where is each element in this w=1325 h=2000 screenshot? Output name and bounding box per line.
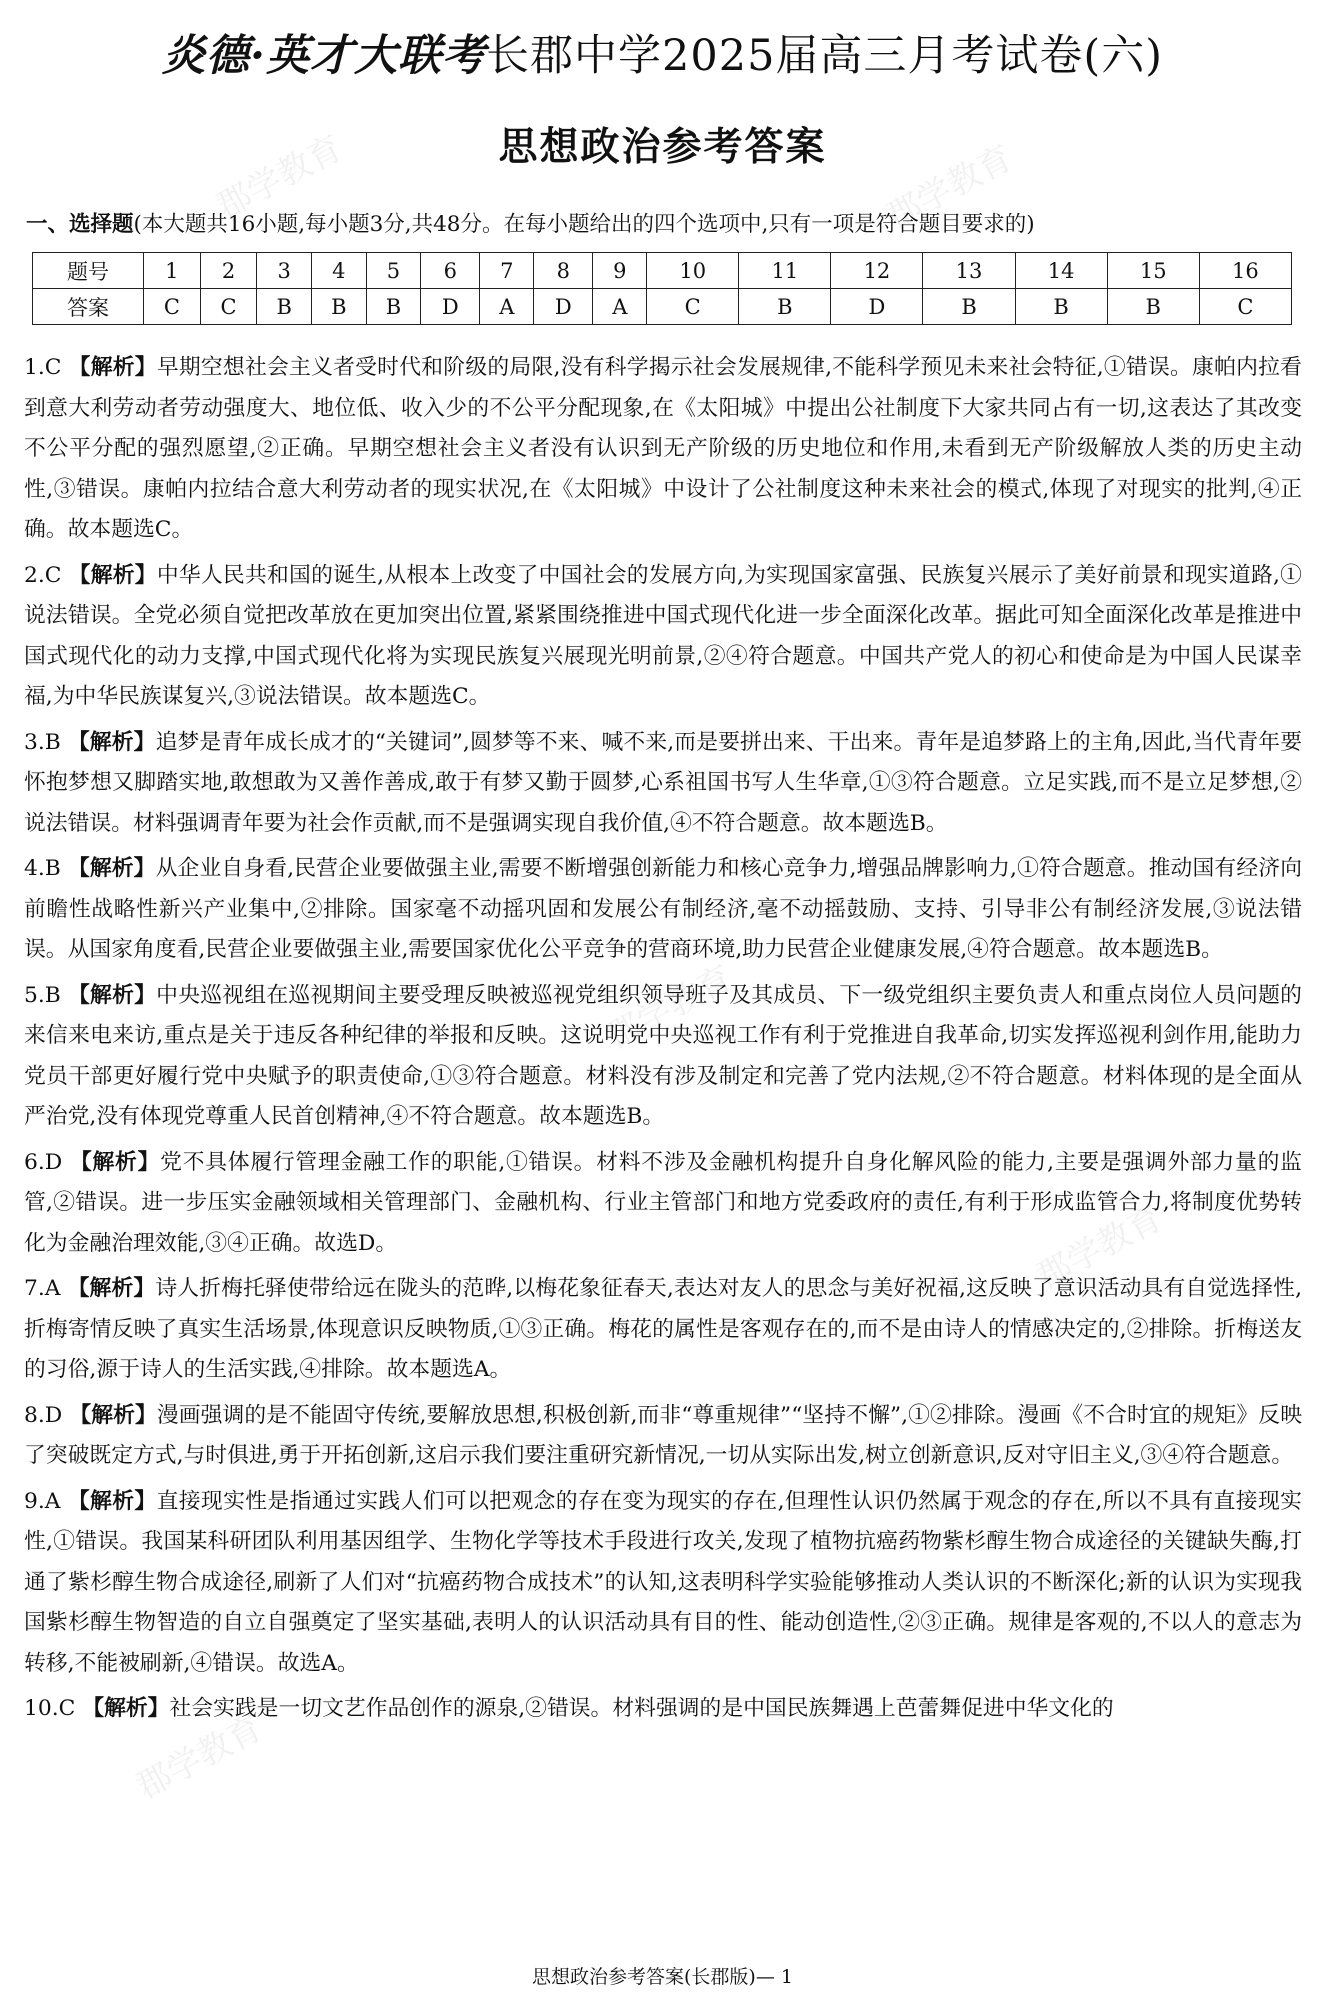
page-title: 思想政治参考答案 [498,125,827,170]
answer-cell: C [647,289,739,325]
question-number: 12 [831,253,923,289]
answer-cell: D [421,289,480,325]
question-number: 11 [739,253,831,289]
question-number: 7 [480,253,534,289]
question-prefix: 5.B [24,982,61,1008]
question-prefix: 6.D [24,1149,63,1175]
question-prefix: 7.A [24,1276,61,1301]
explanation-item [24,1269,1302,1391]
watermark: 郡学教育 [600,958,740,1058]
answer-cell: C [144,289,201,325]
analysis-tag: 【解析】 [67,1276,156,1301]
section-label: 一、选择题 [26,212,134,237]
watermark: 郡学教育 [1030,1198,1170,1298]
explanation-text: 漫画强调的是不能固守传统,要解放思想,积极创新,而非“尊重规律”“坚持不懈”,①②排除。漫画《不合时宜的规矩》反映了突破既定方式,与时俱进,勇于开拓创新,这启示我们要注重研究新情况,一切从实际出发,树立创新意识,反对守旧主义,③④符合题意。 [24,1402,1302,1468]
exam-header [0,22,1325,83]
analysis-tag: 【解析】 [68,355,157,380]
watermark: 郡学教育 [130,1708,270,1808]
analysis-tag: 【解析】 [69,1402,157,1428]
question-prefix: 10.C [24,1696,76,1721]
explanation-text: 早期空想社会主义者受时代和阶级的局限,没有科学揭示社会发展规律,不能科学预见未来社会特征,①错误。康帕内拉看到意大利劳动者劳动强度大、地位低、收入少的不公平分配现象,在《太阳城》中提出公社制度下大家共同占有一切,这表达了其改变不公平分配的强烈愿望,②正确。早期空想社会主义者没有认识到无产阶级的历史地位和作用,未看到无产阶级解放人类的历史主动性,③错误。康帕内拉结合意大利劳动者的现实状况,在《太阳城》中设计了公社制度这种未来社会的模式,体现了对现实的批判,④正确。故本题选C。 [24,355,1302,542]
answer-cell: A [593,289,647,325]
section-heading [26,207,1035,238]
question-number: 1 [144,253,201,289]
question-prefix: 4.B [24,856,61,881]
explanation-item [24,723,1302,845]
explanation-text: 追梦是青年成长成才的“关键词”,圆梦等不来、喊不来,而是要拼出来、干出来。青年是追梦路上的主角,因此,当代青年要怀抱梦想又脚踏实地,敢想敢为又善作善成,敢于有梦又勤于圆梦,心系祖国书写人生华章,①③符合题意。立足实践,而不是立足梦想,②说法错误。材料强调青年要为社会作贡献,而不是强调实现自我价值,④不符合题意。故本题选B。 [24,729,1302,836]
explanation-item [24,1482,1302,1685]
explanation-item [24,976,1302,1138]
explanation-text: 中央巡视组在巡视期间主要受理反映被巡视党组织领导班子及其成员、下一级党组织主要负责人和重点岗位人员问题的来信来电来访,重点是关于违反各种纪律的举报和反映。这说明党中央巡视工作有利于党推进自我革命,切实发挥巡视利剑作用,能助力党员干部更好履行党中央赋予的职责使命,①③符合题意。材料没有涉及制定和完善了党内法规,②不符合题意。材料体现的是全面从严治党,没有体现党尊重人民首创精神,④不符合题意。故本题选B。 [24,982,1302,1129]
answer-cell: A [480,289,534,325]
question-number: 14 [1015,253,1107,289]
answer-cell: B [257,289,312,325]
brand-name: 炎德·英才大联考 [162,31,486,81]
answer-row [33,289,1292,325]
question-number: 8 [534,253,593,289]
answer-cell: B [1107,289,1199,325]
answer-table [32,252,1292,325]
explanation-item [24,849,1302,971]
question-prefix: 8.D [24,1402,63,1428]
analysis-tag: 【解析】 [67,856,156,881]
question-number: 3 [257,253,312,289]
question-number: 13 [923,253,1015,289]
answer-cell: D [534,289,593,325]
question-prefix: 3.B [24,729,61,755]
explanation-text: 中华人民共和国的诞生,从根本上改变了中国社会的发展方向,为实现国家富强、民族复兴展示了美好前景和现实道路,①说法错误。全党必须自觉把改革放在更加突出位置,紧紧围绕推进中国式现代化进一步全面深化改革。据此可知全面深化改革是推进中国式现代化的动力支撑,中国式现代化将为实现民族复兴展现光明前景,②④符合题意。中国共产党人的初心和使命是为中国人民谋幸福,为中华民族谋复兴,③说法错误。故本题选C。 [24,562,1302,709]
row-header: 题号 [33,253,144,289]
question-prefix: 2.C [24,562,62,588]
explanation-item [24,348,1302,551]
section-note: (本大题共16小题,每小题3分,共48分。在每小题给出的四个选项中,只有一项是符合题目要求的) [133,212,1035,237]
question-number-row [33,253,1292,289]
question-number: 6 [421,253,480,289]
explanation-item [24,1143,1302,1265]
question-number: 10 [647,253,739,289]
page-footer: 思想政治参考答案(长郡版)— 1 [532,1966,793,1988]
question-prefix: 1.C [24,355,62,380]
exam-title: 长郡中学2025届高三月考试卷(六) [486,31,1163,81]
analysis-tag: 【解析】 [68,982,157,1008]
row-header: 答案 [33,289,144,325]
answer-cell: B [739,289,831,325]
explanation-text: 直接现实性是指通过实践人们可以把观念的存在变为现实的存在,但理性认识仍然属于观念的存在,所以不具有直接现实性,①错误。我国某科研团队利用基因组学、生物化学等技术手段进行攻关,发现了植物抗癌药物紫杉醇生物合成途径的关键缺失酶,打通了紫杉醇生物合成途径,刷新了人们对“抗癌药物合成技术”的认知,这表明科学实验能够推动人类认识的不断深化;新的认识为实现我国紫杉醇生物智造的自立自强奠定了坚实基础,表明人的认识活动具有目的性、能动创造性,②③正确。规律是客观的,不以人的意志为转移,不能被刷新,④错误。故选A。 [24,1488,1302,1676]
explanation-item [24,1689,1302,1730]
explanation-text: 社会实践是一切文艺作品创作的源泉,②错误。材料强调的是中国民族舞遇上芭蕾舞促进中华文化的 [169,1696,1114,1721]
question-number: 2 [200,253,257,289]
question-number: 15 [1107,253,1199,289]
analysis-tag: 【解析】 [68,562,157,588]
answer-cell: C [1199,289,1291,325]
question-number: 4 [312,253,367,289]
explanation-item [24,556,1302,718]
explanation-item [24,1396,1302,1477]
explanation-text: 从企业自身看,民营企业要做强主业,需要不断增强创新能力和核心竞争力,增强品牌影响力,①符合题意。推动国有经济向前瞻性战略性新兴产业集中,②排除。国家毫不动摇巩固和发展公有制经济,毫不动摇鼓励、支持、引导非公有制经济发展,③说法错误。从国家角度看,民营企业要做强主业,需要国家优化公平竞争的营商环境,助力民营企业健康发展,④符合题意。故本题选B。 [24,856,1302,962]
answer-cell: C [200,289,257,325]
question-prefix: 9.A [24,1488,61,1514]
answer-cell: D [831,289,923,325]
explanation-text: 诗人折梅托驿使带给远在陇头的范晔,以梅花象征春天,表达对友人的思念与美好祝福,这反映了意识活动具有自觉选择性,折梅寄情反映了真实生活场景,体现意识反映物质,①③正确。梅花的属性是客观存在的,而不是由诗人的情感决定的,②排除。折梅送友的习俗,源于诗人的生活实践,④排除。故本题选A。 [24,1276,1302,1382]
answer-cell: B [923,289,1015,325]
analysis-tag: 【解析】 [67,729,156,755]
answer-cell: B [312,289,367,325]
explanation-text: 党不具体履行管理金融工作的职能,①错误。材料不涉及金融机构提升自身化解风险的能力,主要是强调外部力量的监管,②错误。进一步压实金融领域相关管理部门、金融机构、行业主管部门和地方党委政府的责任,有利于形成监管合力,将制度优势转化为金融治理效能,③④正确。故选D。 [24,1149,1302,1256]
question-number: 9 [593,253,647,289]
question-number: 5 [366,253,421,289]
answer-cell: B [1015,289,1107,325]
watermark: 郡学教育 [210,128,350,228]
analysis-tag: 【解析】 [67,1488,157,1514]
analysis-tag: 【解析】 [82,1696,170,1721]
explanation-list [24,348,1302,1735]
watermark: 郡学教育 [880,138,1020,238]
question-number: 16 [1199,253,1291,289]
analysis-tag: 【解析】 [69,1149,161,1175]
answer-cell: B [366,289,421,325]
